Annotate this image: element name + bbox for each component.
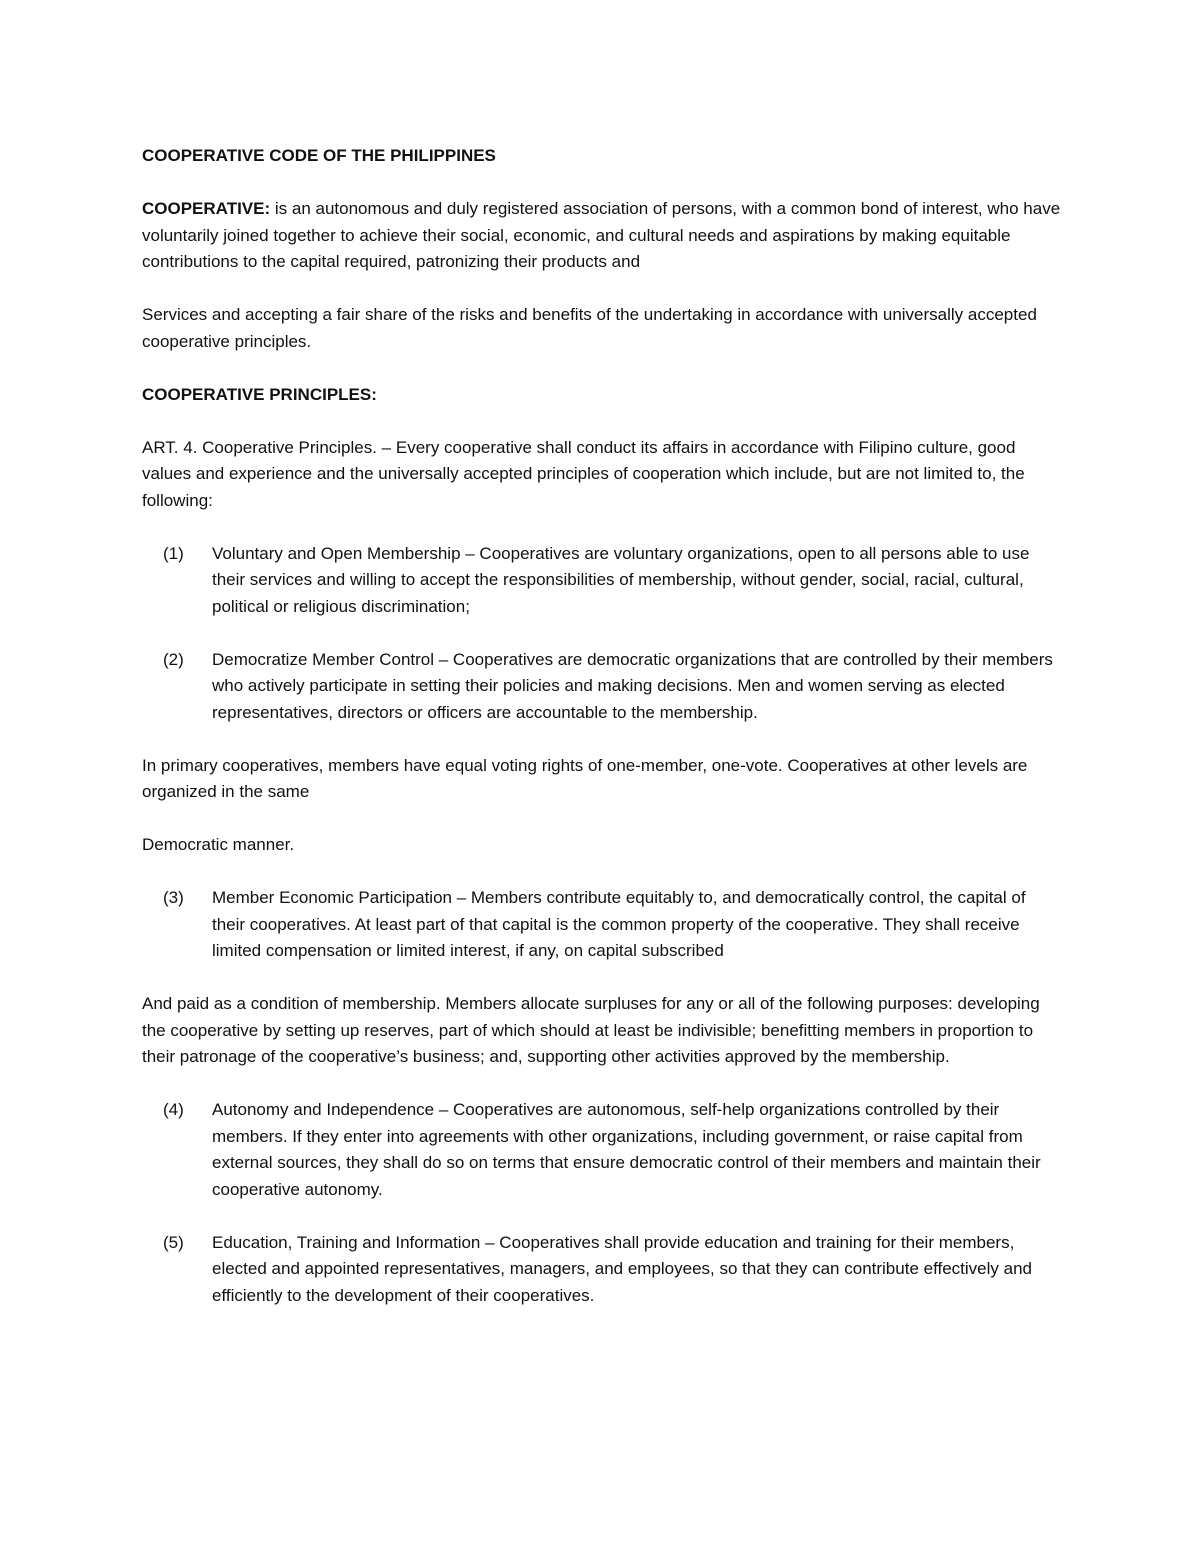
list-text: Democratize Member Control – Cooperatives are democratic organizations that are controlled by their members who actively participate in setting their policies and making decisions. Men and women serving as elected representatives, directors or officers are accountable to the membership. <box>212 649 1053 722</box>
list-item <box>163 647 1062 727</box>
cooperative-definition <box>142 196 1062 276</box>
document-page <box>142 143 1062 1309</box>
democratic-manner: Democratic manner. <box>142 835 295 854</box>
list-number: (5) <box>163 1232 184 1252</box>
surplus-paragraph: And paid as a condition of membership. Members allocate surpluses for any or all of the following purposes: developing the cooperative by setting up reserves, part of which should at least be indivisible; benefitting members in proportion to their patronage of the cooperative’s business; and, supporting other activities approved by the membership. <box>142 994 1040 1066</box>
list-number: (1) <box>163 543 184 563</box>
list-item <box>163 1097 1062 1203</box>
principles-list-2 <box>142 885 1062 965</box>
list-number: (2) <box>163 649 184 669</box>
list-text: Voluntary and Open Membership – Cooperatives are voluntary organizations, open to all persons able to use their services and willing to accept the responsibilities of membership, without gender, social, racial, cultural, political or religious discrimination; <box>212 543 1030 616</box>
list-text: Education, Training and Information – Cooperatives shall provide education and training for their members, elected and appointed representatives, managers, and employees, so that they can contribute effectively and efficiently to the development of their cooperatives. <box>212 1232 1032 1305</box>
list-text: Member Economic Participation – Members contribute equitably to, and democratically control, the capital of their cooperatives. At least part of that capital is the common property of the cooperative. They shall receive limited compensation or limited interest, if any, on capital subscribed <box>212 888 1026 960</box>
definition-continuation: Services and accepting a fair share of the risks and benefits of the undertaking in accordance with universally accepted cooperative principles. <box>142 305 1037 351</box>
list-number: (4) <box>163 1100 184 1119</box>
list-text: Autonomy and Independence – Cooperatives are autonomous, self-help organizations controlled by their members. If they enter into agreements with other organizations, including government, or raise capital from external sources, they shall do so on terms that ensure democratic control of their members and maintain their cooperative autonomy. <box>212 1100 1041 1199</box>
voting-paragraph: In primary cooperatives, members have equal voting rights of one-member, one-vote. Cooperatives at other levels are organized in the same <box>142 755 1028 801</box>
list-item <box>163 885 1062 965</box>
definition-term: COOPERATIVE: <box>142 199 271 218</box>
article-intro: ART. 4. Cooperative Principles. – Every cooperative shall conduct its affairs in accordance with Filipino culture, good values and experience and the universally accepted principles of cooperation which include, but are not limited to, the following: <box>142 437 1025 510</box>
principles-heading: COOPERATIVE PRINCIPLES: <box>142 384 377 404</box>
definition-text: is an autonomous and duly registered association of persons, with a common bond of interest, who have voluntarily joined together to achieve their social, economic, and cultural needs and aspirations by making equitable contributions to the capital required, patronizing their products and <box>142 199 1061 271</box>
list-item <box>163 541 1062 621</box>
list-item <box>163 1230 1062 1310</box>
document-title: COOPERATIVE CODE OF THE PHILIPPINES <box>142 146 496 165</box>
principles-list-3 <box>142 1097 1062 1309</box>
list-number: (3) <box>163 888 184 907</box>
principles-list-1 <box>142 541 1062 727</box>
